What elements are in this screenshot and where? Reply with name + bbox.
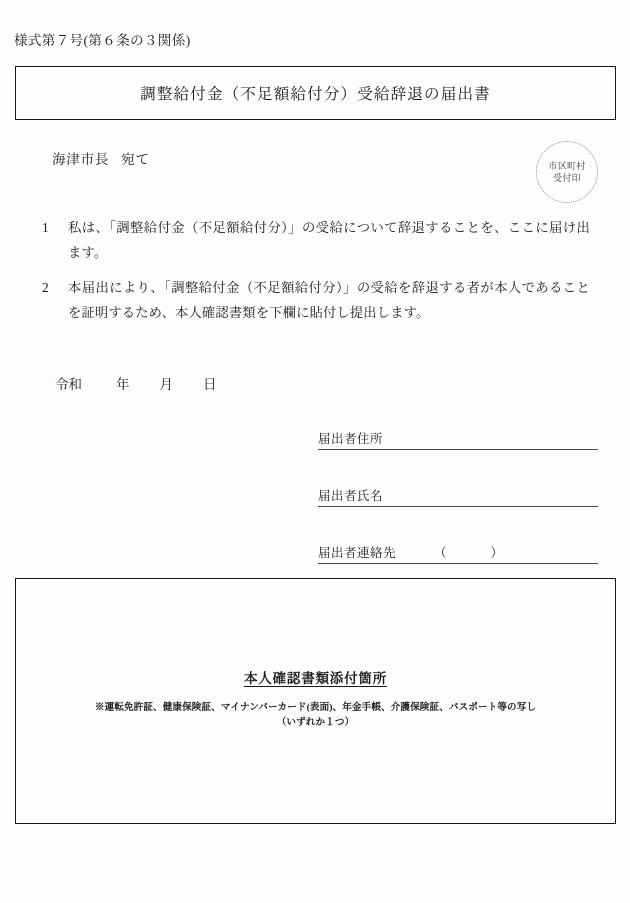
filer-contact-label: 届出者連絡先 bbox=[318, 546, 397, 560]
addressee-name: 海津市長 bbox=[52, 152, 110, 167]
seal-line-2: 受付印 bbox=[553, 173, 581, 183]
filer-name-label: 届出者氏名 bbox=[318, 489, 384, 503]
clause-item-2 bbox=[42, 276, 590, 325]
clause-number-2: 2 bbox=[42, 280, 49, 295]
paren-open: （ bbox=[434, 546, 447, 560]
filer-name-field[interactable] bbox=[318, 485, 598, 507]
phone-area-code-group[interactable] bbox=[434, 543, 503, 563]
attachment-note-line-1: ※運転免許証、健康保険証、マイナンバーカード(表面)、年金手帳、介護保険証、パスポート等の写し bbox=[94, 702, 537, 713]
form-number: 様式第７号(第６条の３関係) bbox=[14, 33, 191, 48]
addressee-suffix: 宛て bbox=[121, 152, 150, 167]
addressee-line bbox=[52, 148, 150, 168]
month-unit: 月 bbox=[159, 377, 173, 392]
era-label: 令和 bbox=[55, 377, 82, 392]
date-line[interactable] bbox=[55, 373, 217, 393]
paren-close: ） bbox=[490, 546, 504, 560]
clause-text-1: 私は、「調整給付金（不足額給付分）」の受給について辞退することを、ここに届け出ます。 bbox=[68, 220, 590, 260]
seal-line-1: 市区町村 bbox=[548, 160, 586, 171]
filer-address-field[interactable] bbox=[318, 428, 598, 450]
attachment-heading: 本人確認書類添付箇所 bbox=[244, 671, 387, 686]
year-unit: 年 bbox=[116, 377, 130, 392]
day-unit: 日 bbox=[203, 377, 217, 392]
clause-text-2: 本届出により、「調整給付金（不足額給付分）」の受給を辞退する者が本人であることを証明するため、本人確認書類を下欄に貼付し提出します。 bbox=[68, 280, 590, 320]
clause-number-1: 1 bbox=[42, 220, 49, 235]
reception-seal-circle bbox=[536, 141, 598, 203]
filer-contact-field[interactable] bbox=[318, 542, 598, 564]
attachment-note bbox=[16, 701, 615, 731]
attachment-note-line-2: （いずれか１つ） bbox=[276, 716, 355, 728]
page-title: 調整給付金（不足額給付分）受給辞退の届出書 bbox=[140, 86, 491, 103]
filer-address-label: 届出者住所 bbox=[318, 432, 384, 446]
id-document-attachment-box[interactable] bbox=[15, 578, 616, 824]
clause-item-1 bbox=[42, 216, 590, 265]
title-box bbox=[15, 66, 616, 120]
